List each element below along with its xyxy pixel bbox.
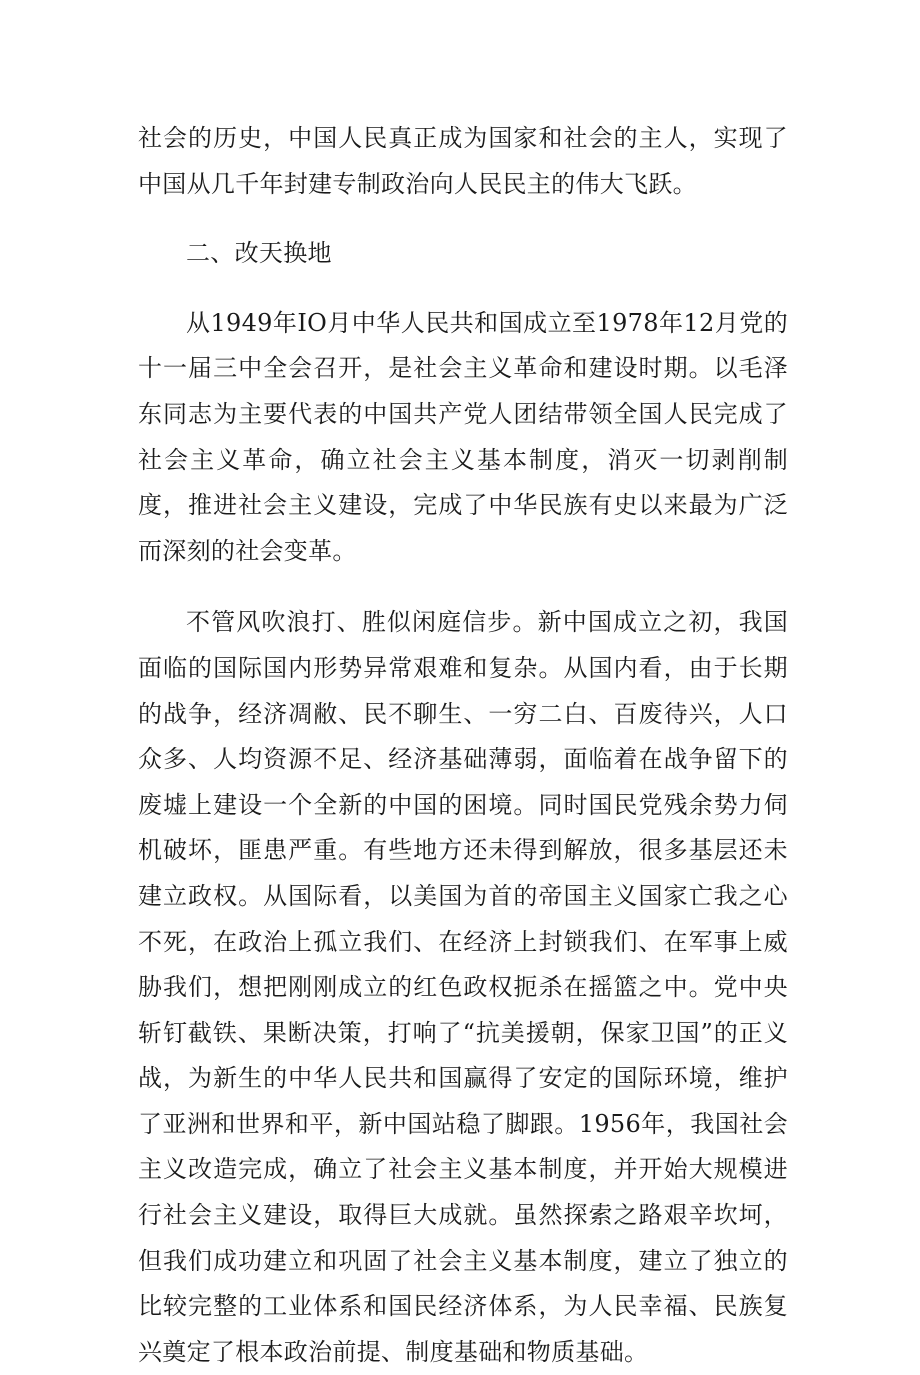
section-heading: 二、改天换地 [186, 239, 332, 268]
paragraph-continuation: 社会的历史，中国人民真正成为国家和社会的主人，实现了中国从几千年封建专制政治向人民民主的伟大飞跃。 [138, 124, 788, 198]
paragraph-socialist-revolution: 从1949年IO月中华人民共和国成立至1978年12月党的十一届三中全会召开，是社会主义革命和建设时期。以毛泽东同志为主要代表的中国共产党人团结带领全国人民完成了社会主义革命，确立社会主义基本制度，消灭一切剥削制度，推进社会主义建设，完成了中华民族有史以来最为广泛而深刻的社会变革。 [138, 308, 788, 565]
paragraph-new-china-founding: 不管风吹浪打、胜似闲庭信步。新中国成立之初，我国面临的国际国内形势异常艰难和复杂。从国内看，由于长期的战争，经济凋敝、民不聊生、一穷二白、百废待兴，人口众多、人均资源不足、经济基础薄弱，面临着在战争留下的废墟上建设一个全新的中国的困境。同时国民党残余势力伺机破坏，匪患严重。有些地方还未得到解放，很多基层还未建立政权。从国际看，以美国为首的帝国主义国家亡我之心不死，在政治上孤立我们、在经济上封锁我们、在军事上威胁我们，想把刚刚成立的红色政权扼杀在摇篮之中。党中央斩钉截铁、果断决策，打响了“抗美援朝，保家卫国”的正义战，为新生的中华人民共和国赢得了安定的国际环境，维护了亚洲和世界和平，新中国站稳了脚跟。1956年，我国社会主义改造完成，确立了社会主义基本制度，并开始大规模进行社会主义建设，取得巨大成就。虽然探索之路艰辛坎坷，但我们成功建立和巩固了社会主义基本制度，建立了独立的比较完整的工业体系和国民经济体系，为人民幸福、民族复兴奠定了根本政治前提、制度基础和物质基础。 [138, 608, 788, 1366]
document-body [138, 116, 788, 1375]
